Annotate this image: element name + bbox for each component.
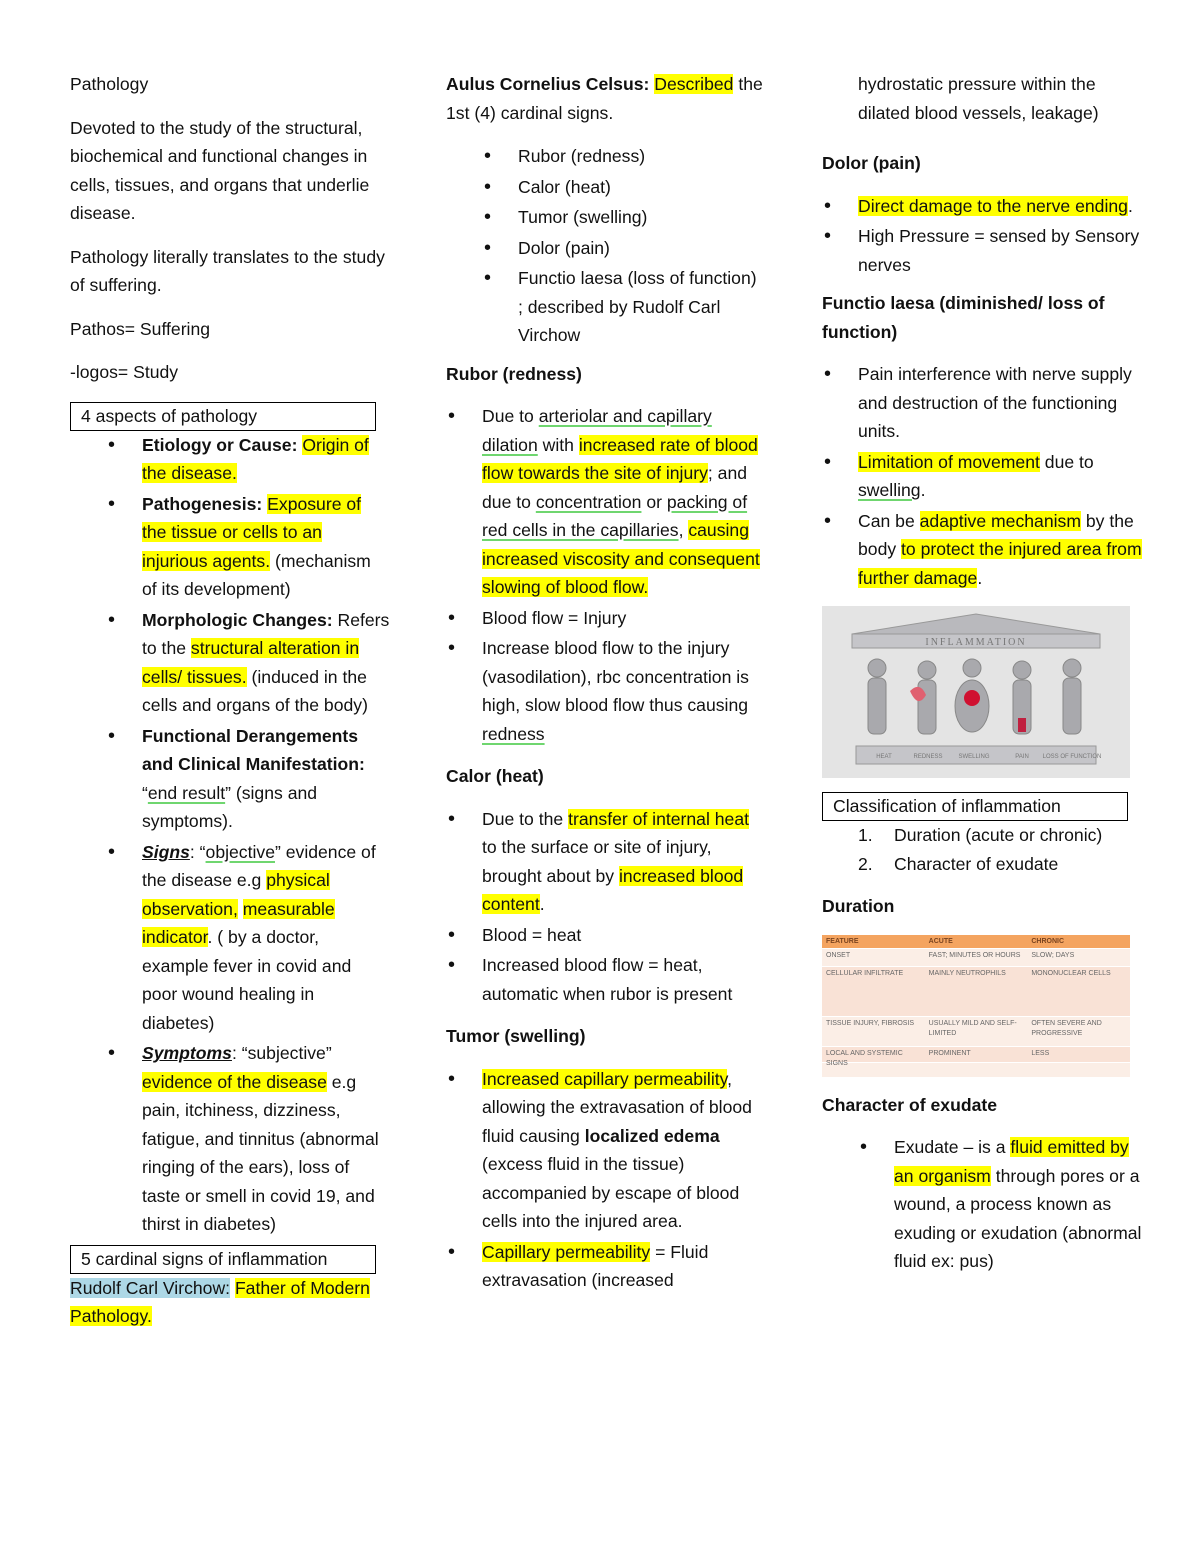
- celsus-line: Aulus Cornelius Celsus: Described the 1st (4) cardinal signs.: [446, 74, 763, 123]
- table-row: LOCAL AND SYSTEMIC SIGNS PROMINENT LESS: [822, 1047, 1130, 1063]
- list-item: • Can be adaptive mechanism by the body to protect the injured area from further damage.: [822, 507, 1142, 593]
- list-item: • Increase blood flow to the injury (vasodilation), rbc concentration is high, slow blood flow thus causing redness: [446, 634, 766, 748]
- tumor-list: [446, 1065, 766, 1295]
- list-item: • Capillary permeability = Fluid extravasation (increased: [446, 1238, 766, 1295]
- figure-label: HEAT: [876, 754, 892, 760]
- functio-list: [822, 360, 1142, 592]
- figure-title: INFLAMMATION: [925, 637, 1027, 648]
- list-item: • Limitation of movement due to swelling.: [822, 448, 1142, 505]
- definition-paragraph: Devoted to the study of the structural, biochemical and functional changes in cells, tissues, and organs that underlie disease.: [70, 117, 370, 223]
- virchow-line: Rudolf Carl Virchow: Father of Modern Pathology.: [70, 1277, 370, 1326]
- list-item: • Symptoms: “subjective” evidence of the disease e.g pain, itchiness, dizziness, fatigue, and tinnitus (abnormal ringing of the ears), loss of taste or smell in covid 19, and thirst in diabetes): [70, 1039, 390, 1239]
- tumor-heading: Tumor (swelling): [446, 1026, 586, 1046]
- table-row: TISSUE INJURY, FIBROSIS USUALLY MILD AND SELF-LIMITED OFTEN SEVERE AND PROGRESSIVE: [822, 1017, 1130, 1047]
- list-item: 2. Character of exudate: [858, 853, 1059, 874]
- calor-list: [446, 805, 766, 1009]
- list-item: • Exudate – is a fluid emitted by an organism through pores or a wound, a process known as exuding or exudation (abnormal fluid ex: pus): [822, 1133, 1142, 1276]
- list-item: • Increased blood flow = heat, automatic when rubor is present: [446, 951, 766, 1008]
- rubor-heading: Rubor (redness): [446, 363, 582, 384]
- logos-line: -logos= Study: [70, 362, 179, 382]
- table-row: CELLULAR INFILTRATE MAINLY NEUTROPHILS MONONUCLEAR CELLS: [822, 967, 1130, 1017]
- list-item: • Functional Derangements and Clinical Manifestation: “end result” (signs and symptoms).: [70, 722, 390, 836]
- aspects-box: 4 aspects of pathology: [70, 402, 376, 431]
- dolor-heading: Dolor (pain): [822, 153, 921, 173]
- list-item: • Rubor (redness): [446, 142, 766, 171]
- aspects-list: [70, 431, 390, 1239]
- list-item: • Signs: “objective” evidence of the disease e.g physical observation, measurable indicator. ( by a doctor, example fever in covid and poor wound healing in diabetes): [70, 838, 390, 1038]
- figure-label: PAIN: [1015, 754, 1029, 760]
- table-row: ONSET FAST; MINUTES OR HOURS SLOW; DAYS: [822, 949, 1130, 967]
- list-item: • Blood = heat: [446, 921, 766, 950]
- exudate-list: [822, 1133, 1142, 1276]
- classification-list: [822, 821, 1142, 878]
- rubor-list: [446, 402, 766, 748]
- list-item: • Calor (heat): [446, 173, 766, 202]
- column-2: [446, 70, 766, 1301]
- inflammation-temple-icon: [822, 606, 1130, 778]
- list-item: • Functio laesa (loss of function) ; described by Rudolf Carl Virchow: [446, 264, 766, 350]
- list-item: • Direct damage to the nerve ending.: [822, 192, 1142, 221]
- doc-title: Pathology: [70, 74, 149, 94]
- list-item: 1. Duration (acute or chronic): [858, 825, 1103, 845]
- duration-heading: Duration: [822, 896, 895, 916]
- exudate-heading: Character of exudate: [822, 1094, 998, 1115]
- continued-text: hydrostatic pressure within the dilated blood vessels, leakage): [858, 74, 1099, 123]
- list-item: • Blood flow = Injury: [446, 604, 766, 633]
- functio-heading: Functio laesa (diminished/ loss of function): [822, 293, 1105, 342]
- list-item: • Due to arteriolar and capillary dilation with increased rate of blood flow towards the site of injury; and due to concentration or packing of red cells in the capillaries, causing increased viscosity and consequent slowing of blood flow.: [446, 402, 766, 602]
- list-item: • Morphologic Changes: Refers to the structural alteration in cells/ tissues. (induced in the cells and organs of the body): [70, 606, 390, 720]
- list-item: • Dolor (pain): [446, 234, 766, 263]
- column-1: [70, 70, 390, 1346]
- figure-label: SWELLING: [958, 754, 990, 760]
- list-item: • Pathogenesis: Exposure of the tissue or cells to an injurious agents. (mechanism of its development): [70, 490, 390, 604]
- pathos-line: Pathos= Suffering: [70, 318, 211, 339]
- duration-table: [822, 935, 1130, 1077]
- inflammation-illustration: [822, 606, 1130, 778]
- literal-paragraph: Pathology literally translates to the study of suffering.: [70, 246, 385, 295]
- calor-heading: Calor (heat): [446, 766, 544, 786]
- list-item: • High Pressure = sensed by Sensory nerves: [822, 222, 1142, 279]
- table-header: FEATURE ACUTE CHRONIC: [822, 935, 1130, 949]
- list-item: • Etiology or Cause: Origin of the disease.: [70, 431, 390, 488]
- list-item: • Due to the transfer of internal heat to the surface or site of injury, brought about by increased blood content.: [446, 805, 766, 919]
- classification-box: Classification of inflammation: [822, 792, 1128, 821]
- list-item: • Pain interference with nerve supply and destruction of the functioning units.: [822, 360, 1142, 446]
- list-item: • Increased capillary permeability, allowing the extravasation of blood fluid causing localized edema (excess fluid in the tissue) accompanied by escape of blood cells into the injured area.: [446, 1065, 766, 1236]
- list-item: • Tumor (swelling): [446, 203, 766, 232]
- cardinal-signs-box: 5 cardinal signs of inflammation: [70, 1245, 376, 1274]
- figure-label: LOSS OF FUNCTION: [1042, 754, 1102, 760]
- cardinal-signs-list: [446, 142, 766, 350]
- dolor-list: [822, 192, 1142, 280]
- column-3: [822, 70, 1142, 1282]
- figure-label: REDNESS: [913, 754, 943, 760]
